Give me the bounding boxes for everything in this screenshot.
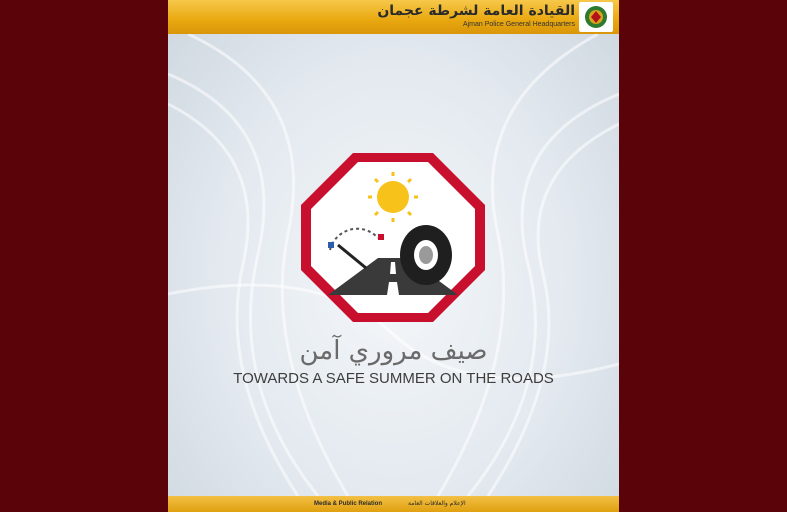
org-name-ar: القيادة العامة لشرطة عجمان <box>377 3 575 19</box>
police-emblem-icon <box>579 2 613 32</box>
department-ar: الإعلام والعلاقات العامة <box>408 500 466 507</box>
campaign-title-en: TOWARDS A SAFE SUMMER ON THE ROADS <box>233 370 554 387</box>
department-en: Media & Public Relation <box>314 501 383 507</box>
header-bar <box>168 0 619 34</box>
org-name-en: Ajman Police General Headquarters <box>462 21 575 28</box>
footer-bar <box>168 496 619 512</box>
campaign-poster <box>168 0 619 512</box>
campaign-title-ar: صيف مروري آمن <box>299 336 488 366</box>
stop-sign-graphic <box>298 150 488 325</box>
tire-icon <box>400 225 452 285</box>
